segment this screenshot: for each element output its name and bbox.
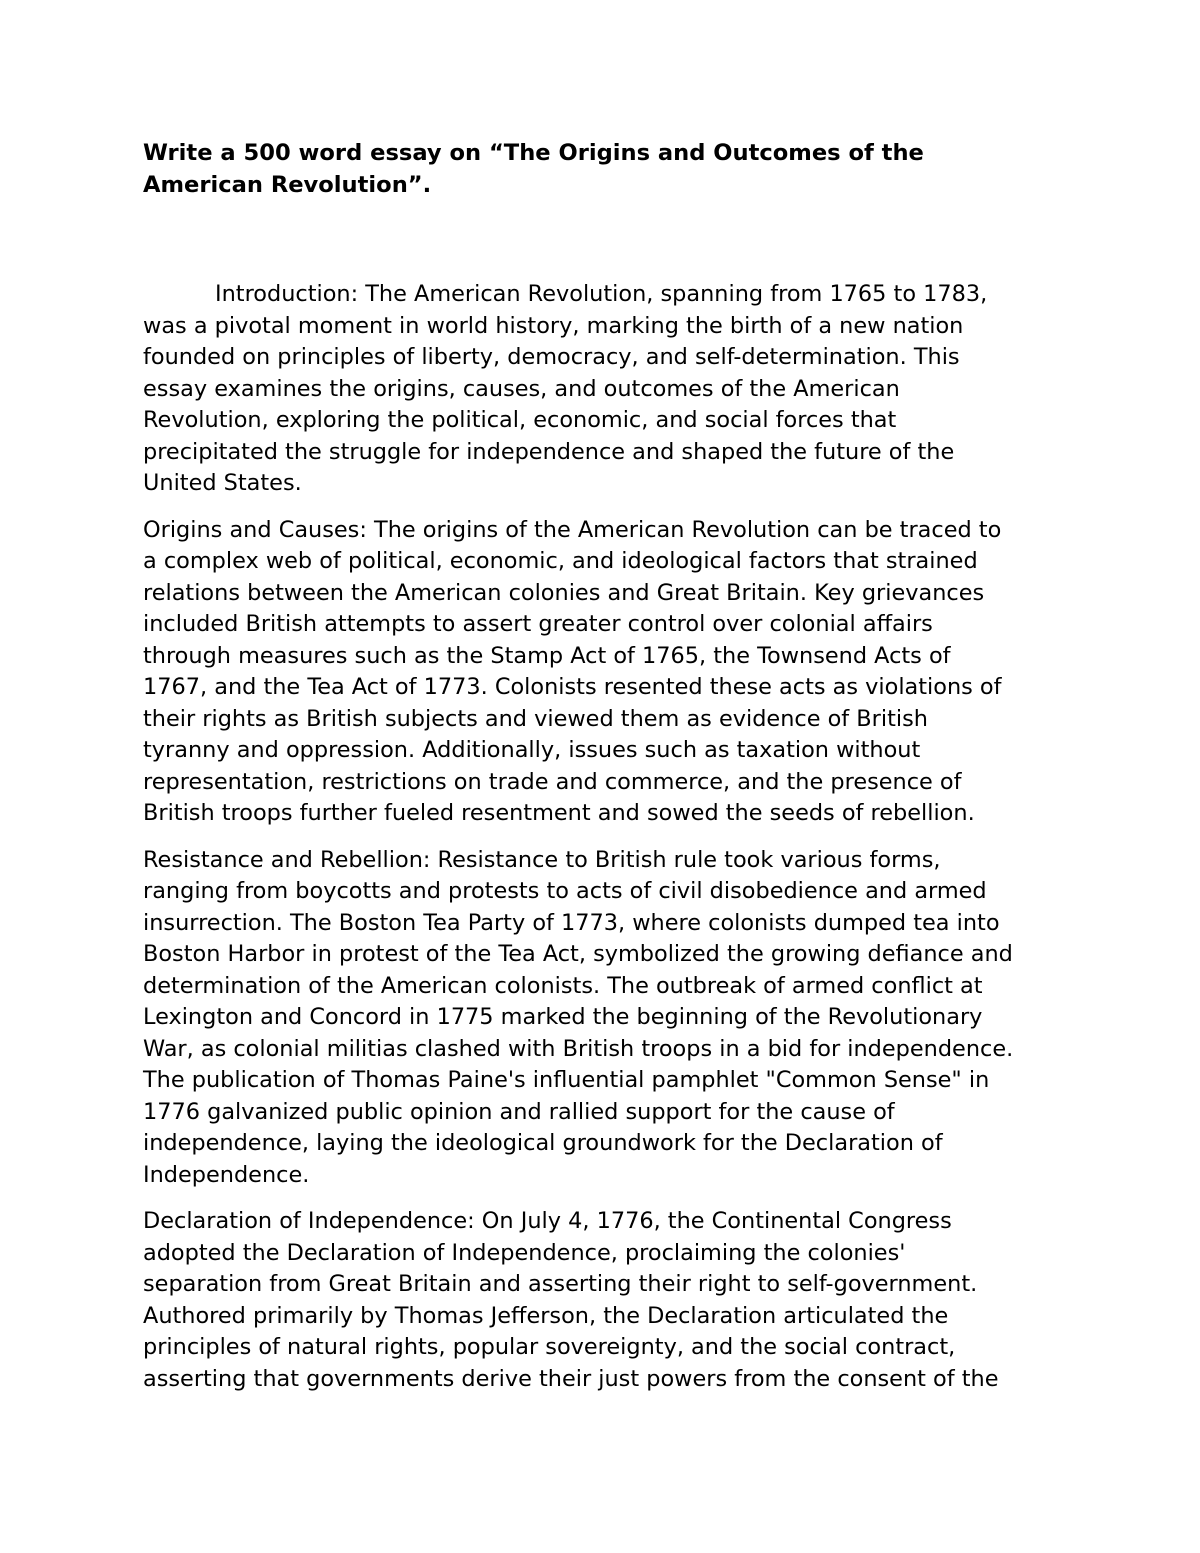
paragraph-introduction: Introduction: The American Revolution, spanning from 1765 to 1783, was a pivotal moment in world history, marking the birth of a new nation founded on principles of liberty, democracy, and self-determination. This essay examines the origins, causes, and outcomes of the American Revolution, exploring the political, economic, and social forces that precipitated the struggle for independence and shaped the future of the United States.	[143, 281, 988, 496]
document-body	[143, 279, 1063, 1395]
document-content	[143, 138, 1063, 1410]
paragraph-resistance-and-rebellion: Resistance and Rebellion: Resistance to British rule took various forms, ranging from boycotts and protests to acts of civil disobedience and armed insurrection. The Boston Tea Party of 1773, where colonists dumped tea into Boston Harbor in protest of the Tea Act, symbolized the growing defiance and determination of the American colonists. The outbreak of armed conflict at Lexington and Concord in 1775 marked the beginning of the Revolutionary War, as colonial militias clashed with British troops in a bid for independence. The publication of Thomas Paine's influential pamphlet "Common Sense" in 1776 galvanized public opinion and rallied support for the cause of independence, laying the ideological groundwork for the Declaration of Independence.	[143, 846, 1014, 1188]
document-title: Write a 500 word essay on “The Origins and Outcomes of the American Revolution”.	[143, 140, 924, 198]
paragraph-declaration-of-independence: Declaration of Independence: On July 4, 1776, the Continental Congress adopted the Declaration of Independence, proclaiming the colonies' separation from Great Britain and asserting their right to self-government. Authored primarily by Thomas Jefferson, the Declaration articulated the principles of natural rights, popular sovereignty, and the social contract, asserting that governments derive their just powers from the consent of the	[143, 1208, 999, 1392]
paragraph-origins-and-causes: Origins and Causes: The origins of the American Revolution can be traced to a complex web of political, economic, and ideological factors that strained relations between the American colonies and Great Britain. Key grievances included British attempts to assert greater control over colonial affairs through measures such as the Stamp Act of 1765, the Townsend Acts of 1767, and the Tea Act of 1773. Colonists resented these acts as violations of their rights as British subjects and viewed them as evidence of British tyranny and oppression. Additionally, issues such as taxation without representation, restrictions on trade and commerce, and the presence of British troops further fueled resentment and sowed the seeds of rebellion.	[143, 516, 1002, 826]
